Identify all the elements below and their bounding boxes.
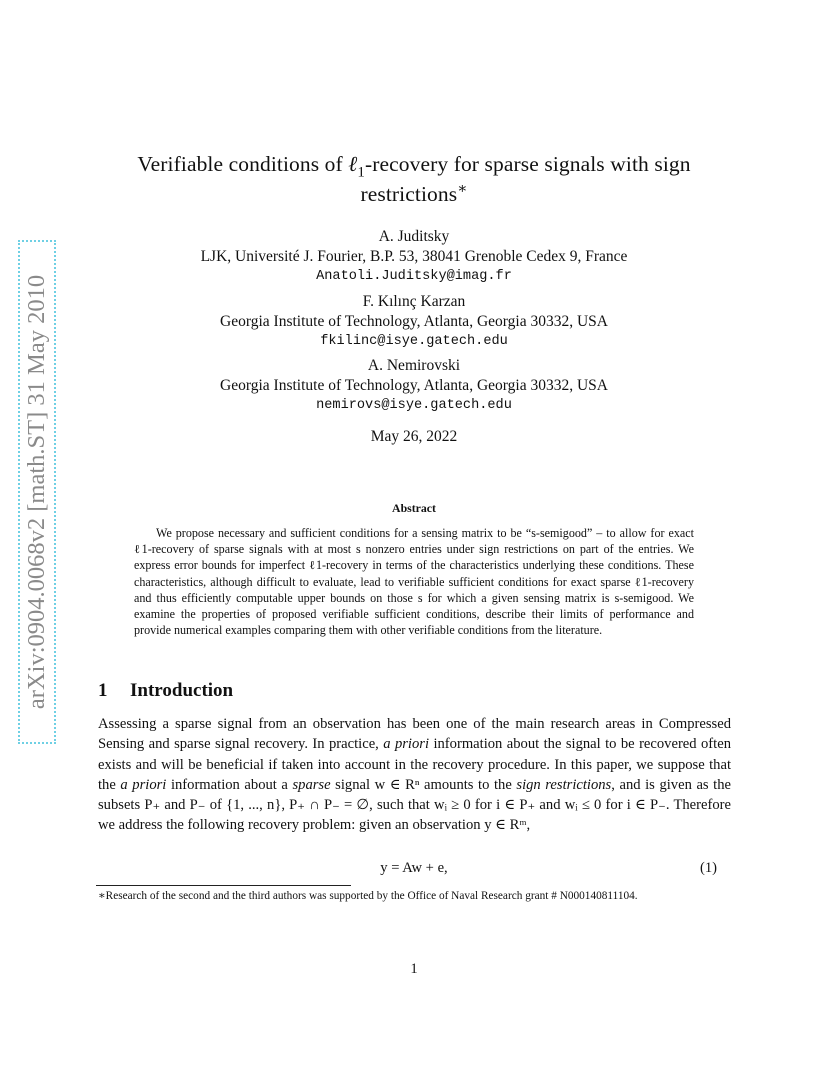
title-line1-post: -recovery for sparse signals with sign [364, 152, 691, 176]
author-email: nemirovs@isye.gatech.edu [316, 398, 512, 413]
intro-emph: a priori [383, 736, 430, 753]
author-block-2 [0, 292, 828, 352]
equation-number: (1) [700, 860, 718, 876]
author-name: F. Kılınç Karzan [362, 293, 466, 310]
arxiv-stamp: arXiv:0904.0068v2 [math.ST] 31 May 2010 [23, 274, 50, 710]
author-email: fkilinc@isye.gatech.edu [320, 334, 508, 349]
title-line1-pre: Verifiable conditions of [137, 152, 349, 176]
title-ell: ℓ [348, 152, 358, 176]
title-ell-sub: 1 [357, 164, 365, 181]
intro-text: information about a [166, 776, 293, 793]
author-affiliation: Georgia Institute of Technology, Atlanta, Georgia 30332, USA [220, 313, 608, 330]
equation: y = Aw + e, [380, 860, 448, 876]
author-block-1 [0, 227, 828, 287]
intro-text: Assessing a sparse signal from an observation has been one of the main research areas in Compressed Sensing and sparse signal recovery. In practice, [98, 716, 731, 753]
author-name: A. Juditsky [378, 228, 450, 245]
intro-text: information about the signal to be recovered often exists and will be beneficial if taken into account in the recovery procedure. In this paper, we suppose that the [98, 736, 731, 793]
abstract-text: We propose necessary and sufficient conditions for a sensing matrix to be “s-semigood” – to allow for exact ℓ1-recovery of sparse signals with at most s nonzero entries under sign restrictions on part of the entries. We express error bounds for imperfect ℓ1-recovery in terms of the characteristics underlying these conditions. These characteristics, although difficult to evaluate, lead to verifiable sufficient conditions for exact sparse ℓ1-recovery and thus efficiently computable upper bounds on those s for which a given sensing matrix is s-semigood. We examine the properties of proposed verifiable sufficient conditions, describe their limits of performance and provide numerical examples comparing them with other verifiable conditions from the literature. [134, 526, 694, 638]
author-email: Anatoli.Juditsky@imag.fr [316, 269, 512, 284]
abstract-heading: Abstract [392, 501, 436, 515]
paper-date: May 26, 2022 [370, 428, 458, 445]
paper-title [0, 149, 828, 209]
section-title: Introduction [130, 680, 234, 701]
footnote-rule [96, 885, 351, 886]
author-name: A. Nemirovski [367, 357, 461, 374]
intro-emph: a priori [120, 776, 167, 793]
author-block-3 [0, 356, 828, 416]
author-affiliation: Georgia Institute of Technology, Atlanta, Georgia 30332, USA [220, 377, 608, 394]
intro-text: signal w ∈ Rⁿ amounts to the [330, 776, 517, 793]
section-number: 1 [98, 680, 108, 701]
intro-emph: sparse [292, 776, 331, 793]
author-affiliation: LJK, Université J. Fourier, B.P. 53, 38041 Grenoble Cedex 9, France [200, 248, 628, 265]
title-line2: restrictions [360, 182, 458, 206]
intro-emph: sign restrictions [516, 776, 612, 793]
intro-text: , and is given as the subsets P₊ and P₋ of {1, ..., n}, P₊ ∩ P₋ = ∅, such that wᵢ ≥ 0 for i ∈ P₊ and wᵢ ≤ 0 for i ∈ P₋. Therefore we address the following recovery problem: given an observation y ∈ Rᵐ, [98, 776, 732, 834]
title-footnote-mark: ∗ [457, 180, 468, 197]
footnote: ∗Research of the second and the third authors was supported by the Office of Naval Research grant # N000140811104. [98, 890, 638, 902]
intro-paragraph [98, 714, 731, 836]
page-number: 1 [410, 961, 418, 977]
